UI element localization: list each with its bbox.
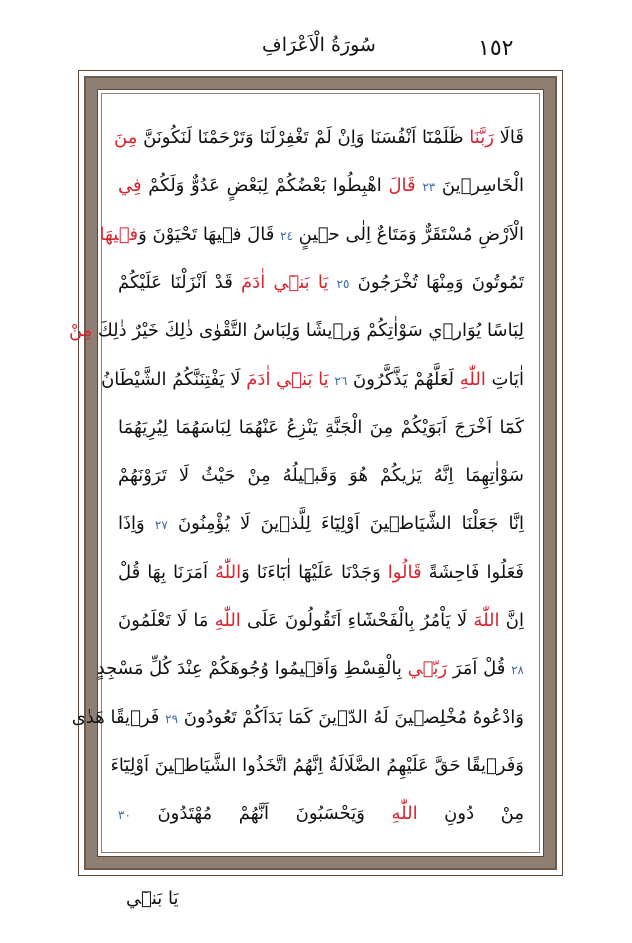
ayah-number-marker: ٢٩ (165, 711, 179, 726)
verse-text: تَمُوتُونَ وَمِنْهَا تُخْرَجُونَ (349, 271, 524, 293)
highlighted-word: قَالُوا (387, 561, 422, 583)
verse-text: قَالَا (493, 127, 524, 148)
ayah-number-marker: ٢٦ (334, 373, 348, 388)
verse-line (118, 794, 524, 834)
verse-text: بِالْقِسْطِ وَاَقٖيمُوا وُجُوهَكُمْ عِنْدَ كُلِّ مَسْجِدٍ (96, 658, 408, 680)
surah-title: سُورَةُ الْاَعْرَافِ (262, 34, 376, 56)
verse-text: كَمَٓا اَخْرَجَ اَبَوَيْكُمْ مِنَ الْجَنَّةِ يَنْزِعُ عَنْهُمَا لِبَاسَهُمَا لِيُرِيَهُمَا (118, 416, 524, 438)
verse-text: فَعَلُوا فَاحِشَةً (421, 561, 524, 583)
verse-line (118, 263, 524, 303)
verse-text: سَوْاٰتِهِمَا اِنَّهُ يَرٰيكُمْ هُوَ وَقَبٖيلُهُ مِنْ حَيْثُ لَا تَرَوْنَهُمْ (118, 465, 524, 487)
verse-line (118, 504, 524, 544)
verse-text: لِبَاسًا يُوَارٖي سَوْاٰتِكُمْ وَرٖيشًا وَلِبَاسُ التَّقْوٰى ذٰلِكَ خَيْرٌ ذٰلِكَ (92, 320, 524, 342)
verse-text: وَادْعُوهُ مُخْلِصٖينَ لَهُ الدّٖينَ كَمَا بَدَاَكُمْ تَعُودُونَ (178, 706, 524, 728)
verse-line (118, 408, 524, 448)
highlighted-word: يَا بَنٖٓي اٰدَمَ (246, 368, 329, 390)
catchword: يَا بَنٖٓي (126, 888, 179, 909)
verse-text: الْاَرْضِ مُسْتَقَرٌّ وَمَتَاعٌ اِلٰى حٖينٍ (292, 223, 524, 245)
highlighted-word: اللّٰهُ (214, 561, 242, 583)
verse-line (99, 215, 524, 255)
verse-text (328, 272, 336, 293)
verse-text: مِنْ دُونِ (417, 803, 525, 825)
verse-line (118, 601, 524, 641)
highlighted-word: مِنْ (68, 320, 93, 342)
highlighted-word: اللّٰهِ (459, 368, 486, 390)
verse-text: اهْبِطُوا بَعْضُكُمْ لِبَعْضٍ عَدُوٌّ وَلَكُمْ (141, 175, 389, 197)
ayah-number-marker: ٣٠ (118, 808, 131, 823)
verse-text: لَا يَفْتِنَنَّكُمُ الشَّيْطَانُ (101, 368, 247, 390)
highlighted-word: رَبّٖي (407, 658, 448, 680)
highlighted-word: اللّٰهِ (391, 803, 418, 825)
verse-line (96, 649, 524, 689)
ayah-number-marker: ٢٧ (154, 518, 168, 533)
ayah-number-marker: ٢٤ (280, 228, 293, 243)
verse-text: وَيَحْسَبُونَ اَنَّهُمْ مُهْتَدُونَ (130, 803, 392, 825)
verse-text: ظَلَمْنَٓا اَنْفُسَنَا وَاِنْ لَمْ تَغْفِرْلَنَا وَتَرْحَمْنَا لَنَكُونَنَّ (137, 127, 470, 148)
highlighted-word: مِنَ (114, 127, 138, 148)
verse-line (114, 118, 524, 158)
highlighted-word: فٖيهَا (99, 223, 139, 245)
verse-text: قُلْ اَمَرَ (447, 658, 512, 680)
highlighted-word: اللّٰهَ (473, 610, 500, 631)
highlighted-word: قَالَ (388, 175, 416, 197)
verse-text: الْخَاسِرٖينَ (435, 175, 524, 197)
verse-text: اٰيَاتِ (485, 368, 524, 390)
verse-text: قَالَ فٖيهَا تَحْيَوْنَ وَ (138, 223, 281, 245)
verse-text: اِنَّا جَعَلْنَا الشَّيَاطٖينَ اَوْلِيَٓاءَ لِلَّذٖينَ لَا يُؤْمِنُونَ (167, 513, 524, 535)
verse-text: وَجَدْنَا عَلَيْهَٓا اٰبَٓاءَنَا وَ (241, 561, 388, 583)
ayah-number-marker: ٢٥ (336, 276, 350, 291)
verse-text: فَرٖيقًا هَدٰى (71, 706, 166, 728)
verse-line (118, 553, 524, 593)
highlighted-word: اللّٰهِ (214, 610, 241, 631)
verse-line (110, 746, 524, 786)
highlighted-word: رَبَّنَا (469, 127, 494, 148)
verse-line (118, 166, 524, 206)
verse-text: وَاِذَا (118, 513, 155, 535)
verse-line (71, 698, 524, 738)
verse-text: اِنَّ (499, 610, 524, 631)
verse-text: قَدْ اَنْزَلْنَا عَلَيْكُمْ (118, 271, 242, 293)
verse-line (118, 456, 524, 496)
verse-text: لَعَلَّهُمْ يَذَّكَّرُونَ (347, 368, 460, 390)
verse-text: وَفَرٖيقًا حَقَّ عَلَيْهِمُ الضَّلَالَةُ اِنَّهُمُ اتَّخَذُوا الشَّيَاطٖينَ اَوْلِيَٓاءَ (110, 754, 524, 776)
highlighted-word: فِي (118, 175, 142, 197)
ayah-number-marker: ٢٣ (422, 180, 436, 195)
verse-line (101, 360, 524, 400)
page-number: ١٥٢ (478, 36, 514, 61)
ayah-number-marker: ٢٨ (511, 663, 524, 678)
verse-line (68, 311, 524, 351)
verse-text: مَا لَا تَعْلَمُونَ (118, 610, 215, 631)
page-header (0, 30, 632, 70)
verse-text: اَمَرَنَا بِهَا قُلْ (118, 561, 215, 583)
highlighted-word: يَا بَنٖٓي اٰدَمَ (241, 271, 329, 293)
verse-text: لَا يَاْمُرُ بِالْفَحْشَٓاءِ اَتَقُولُونَ عَلَى (240, 610, 474, 631)
